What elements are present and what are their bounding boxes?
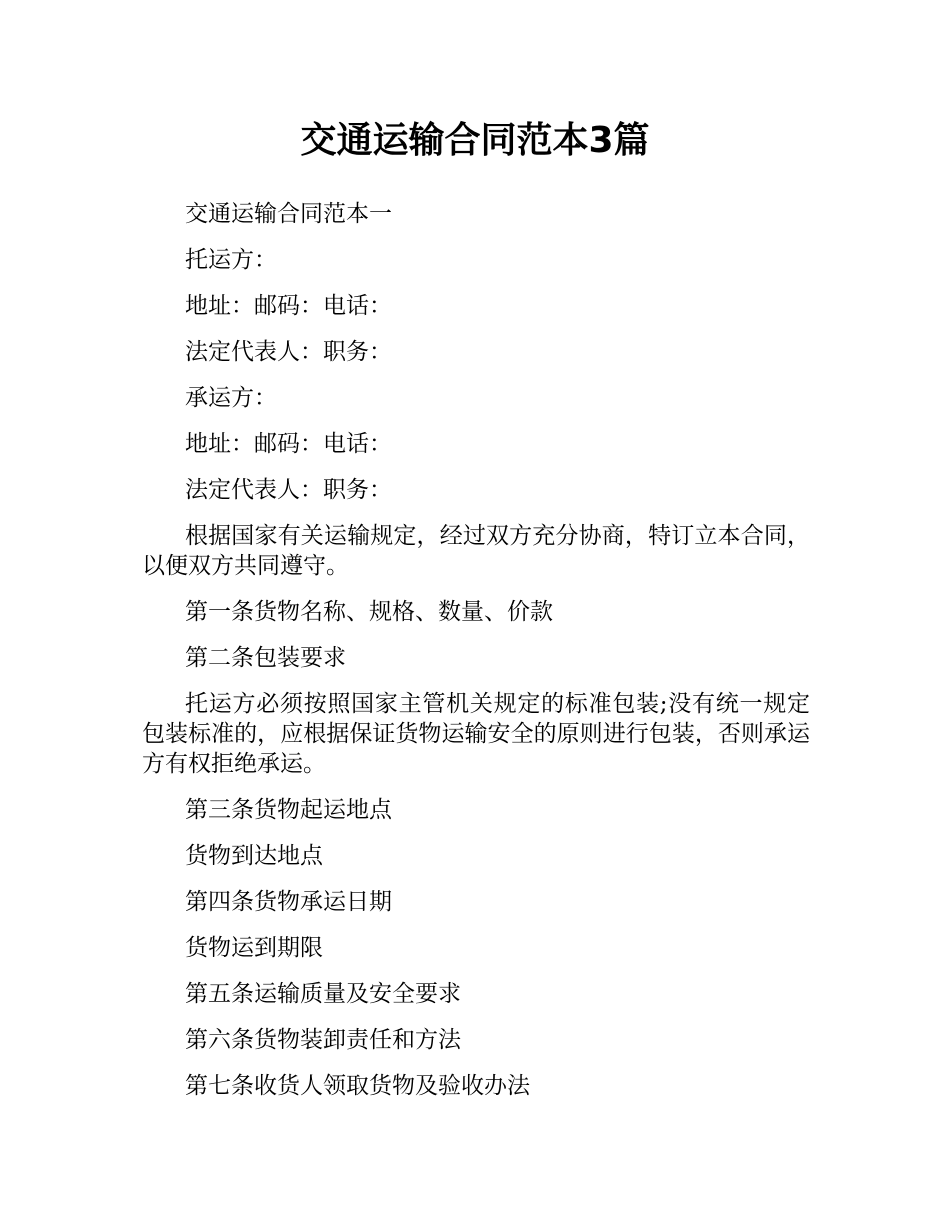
document-body	[142, 199, 810, 1117]
heading-sample-one: 交通运输合同范本一	[185, 201, 392, 227]
carrier-label: 承运方：	[185, 385, 277, 411]
article-3: 第三条货物起运地点	[185, 797, 392, 823]
carrier-address-line: 地址：邮码：电话：	[185, 431, 392, 457]
article-1: 第一条货物名称、规格、数量、价款	[185, 599, 553, 625]
shipper-label: 托运方：	[185, 247, 277, 273]
article-2: 第二条包装要求	[185, 645, 346, 671]
packaging-paragraph: 托运方必须按照国家主管机关规定的标准包装;没有统一规定包装标准的，应根据保证货物运输安全的原则进行包装，否则承运方有权拒绝承运。	[142, 691, 810, 777]
destination-line: 货物到达地点	[185, 843, 323, 869]
preamble-paragraph: 根据国家有关运输规定，经过双方充分协商，特订立本合同，以便双方共同遵守。	[142, 523, 810, 579]
shipper-representative-line: 法定代表人：职务：	[185, 339, 392, 365]
carrier-representative-line: 法定代表人：职务：	[185, 477, 392, 503]
shipper-address-line: 地址：邮码：电话：	[185, 293, 392, 319]
delivery-deadline-line: 货物运到期限	[185, 935, 323, 961]
article-7: 第七条收货人领取货物及验收办法	[185, 1073, 530, 1099]
article-5: 第五条运输质量及安全要求	[185, 981, 461, 1007]
article-4: 第四条货物承运日期	[185, 889, 392, 915]
document-title: 交通运输合同范本3篇	[300, 120, 650, 161]
article-6: 第六条货物装卸责任和方法	[185, 1027, 461, 1053]
